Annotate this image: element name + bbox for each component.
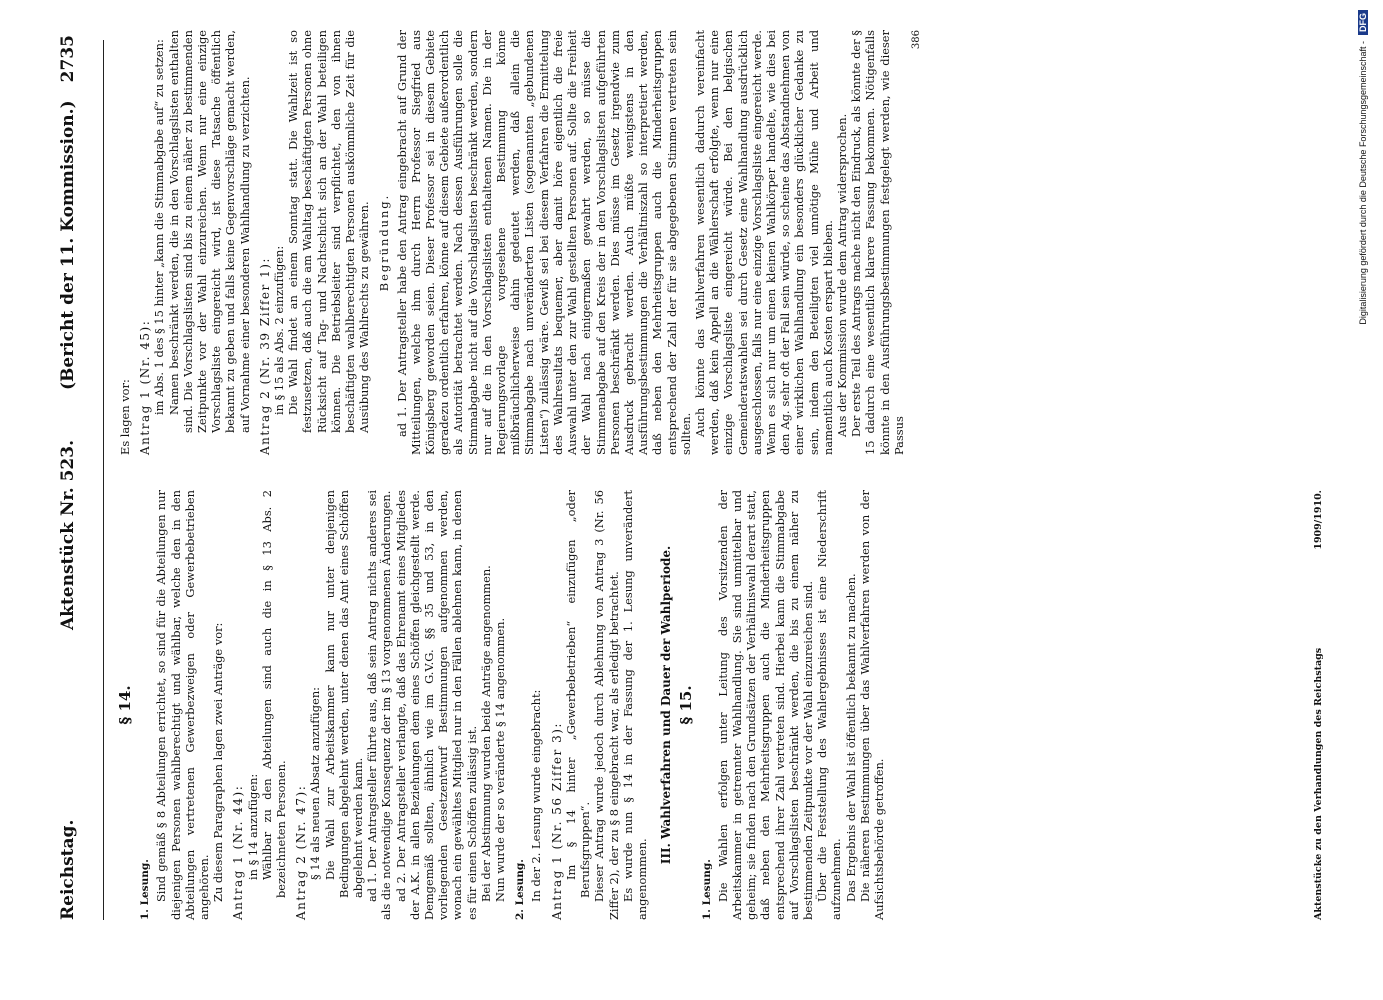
chapter-heading: III. Wahlverfahren und Dauer der Wahlperiode.	[659, 545, 674, 865]
begruendung-heading: Begründung.	[377, 193, 392, 292]
dfg-badge: DFG	[1358, 10, 1368, 35]
paragraph: Der erste Teil des Antrags mache nicht den Eindruck, als könnte der § 15 dadurch eine wesentlich klarere Fassung bekommen. Nötigenfalls könnte in den Ausführungsbestimmungen festgelegt werden, wie dieser Passus	[849, 30, 906, 455]
antrag-label: Antrag 1 (Nr. 45):	[138, 319, 153, 455]
paragraph: Aus der Kommission wurde dem Antrag widersprochen.	[834, 113, 849, 437]
antrag-label: Antrag 2 (Nr. 47):	[294, 784, 309, 920]
header-rule	[103, 40, 104, 920]
paragraph: Die Wahlen erfolgen unter Leitung des Vorsitzenden der Arbeitskammer in getrennter Wahlhandlung. Sie sind unmittelbar und geheim; sie finden nach den Grundsätzen der Verhältniswahl derart statt, daß neben den Mehrheitsgruppen auch die Minderheitsgruppen entsprechend ihrer Zahl vertreten sind. Hierbei kann die Stimmabgabe auf Vorschlagslisten beschränkt werden, die bis zu einem näher zu bestimmenden Zeitpunkte vor der Wahl einzureichen sind.	[715, 490, 815, 920]
paragraph: Sind gemäß § 8 Abteilungen errichtet, so sind für die Abteilungen nur diejenigen Personen wahlberechtigt und wählbar, welche den in den Abteilungen vertretenen Gewerbezweigen oder Gewerbebetrieben angehören.	[154, 490, 212, 920]
header-right	[58, 35, 98, 390]
paragraph: Nun wurde der so veränderte § 14 angenommen.	[493, 617, 508, 902]
antrag-label: Antrag 1 (Nr. 56 Ziffer 3):	[549, 722, 564, 920]
header-page-number: 2735	[58, 35, 78, 83]
paragraph: Die Wahl findet an einem Sonntag statt. Die Wahlzeit ist so festzusetzen, daß auch die am Wahltag beschäftigten Personen ohne Rücksicht auf Tag- und Nachtschicht sich an der Wahl beteiligen können. Die Betriebsleiter sind verpflichtet, den von ihnen beschäftigten wahlberechtigten Personen auskömmliche Zeit für die Ausübung des Wahlrechts zu gewähren.	[286, 30, 372, 433]
paragraph: Es wurde nun § 14 in der Fassung der 1. Lesung unverändert angenommen.	[620, 490, 649, 920]
footer-source: Aktenstücke zu den Verhandlungen des Reichstags	[1313, 647, 1324, 920]
header-document-number: Aktenstück Nr. 523.	[58, 440, 78, 631]
header-report-label: (Bericht der 11. Kommission.)	[58, 100, 78, 390]
header-left	[58, 440, 98, 920]
lesung-label: 1. Lesung.	[700, 859, 713, 920]
paragraph: Dieser Antrag wurde jedoch durch Ablehnung von Antrag 3 (Nr. 56 Ziffer 2), der zu § 8 eingebracht war, als erledigt betrachtet.	[592, 490, 621, 920]
paragraph: in § 15 als Abs. 2 einzufügen:	[272, 245, 287, 415]
paragraph: Bei der Abstimmung wurden beide Anträge angenommen.	[478, 565, 493, 902]
footer-session: 1909/1910.	[1313, 490, 1324, 550]
antrag-label: Antrag 2 (Nr. 39 Ziffer 1):	[257, 257, 272, 455]
paragraph: Namen beschränkt werden, die in den Vorschlagslisten enthalten sind. Die Vorschlagslisten sind bis zu einem näher zu bestimmenden Zeitpunkte vor der Wahl einzureichen. Wenn nur eine einzige Vorschlagsliste eingereicht wird, ist diese Tatsache öffentlich bekannt zu geben und falls keine Gegenvorschläge gemacht werden, auf Vornahme einer besonderen Wahlhandlung zu verzichten.	[166, 30, 252, 433]
paragraph: Auch könnte das Wahlverfahren wesentlich dadurch vereinfacht werden, daß kein Appell an die Wählerschaft erfolgte, wenn nur eine einzige Vorschlagsliste eingereicht würde. Bei den belgischen Gemeinderatswahlen sei durch Gesetz eine Wahlhandlung ausdrücklich ausgeschlossen, falls nur eine einzige Vorschlagsliste eingereicht werde. Wenn es sich nur um einen kleinen Wahlkörper handelte, wie dies bei den Ag. sehr oft der Fall sein würde, so scheine das Abstandnehmen von einer wirklichen Wahlhandlung ein besonders glücklicher Gedanke zu sein, indem den Beteiligten viel unnötige Mühe und Arbeit und namentlich auch Kosten erspart blieben.	[692, 30, 835, 455]
footer	[1313, 490, 1324, 920]
header-title: Reichstag.	[58, 819, 78, 920]
credit-text: Digitalisierung gefördert durch die Deutsche Forschungsgemeinschaft -	[1358, 41, 1368, 325]
paragraph: ad 2. Der Antragsteller verlangte, daß das Ehrenamt eines Mitgliedes der A.K. in allen Beziehungen dem eines Schöffen gleichgestellt werde. Demgemäß sollten, ähnlich wie im G.V.G. §§ 35 und 53, in den vorliegenden Gesetzentwurf Bestimmungen aufgenommen werden, wonach ein gewähltes Mitglied nur in den Fällen ablehnen kann, in denen es für einen Schöffen zulässig ist.	[393, 490, 479, 920]
paragraph: ad 1. Der Antragsteller habe den Antrag eingebracht auf Grund der Mitteilungen, welche ihm durch Herrn Professor Siegfried aus Königsberg geworden seien. Dieser Professor sei in diesem Gebiete geradezu ordentlich erfahren, könne auf diesem Gebiete außerordentlich als Autorität betrachtet werden. Nach dessen Ausführungen solle die Stimmabgabe nicht auf die Vorschlagslisten beschränkt werden, sondern nur auf die in den Vorschlagslisten enthaltenen Namen. Die in der Regierungsvorlage vorgesehene Bestimmung könne mißbräuchlicherweise dahin gedeutet werden, daß allein die Stimmabgabe nach unveränderten Listen (sogenannten „gebundenen Listen“) zulässig wäre. Gewiß sei bei diesem Verfahren die Ermittelung des Wahlresultats bequemer, aber damit höre eigentlich die freie Auswahl unter den zur Wahl gestellten Personen auf. Sollte die Freiheit der Wahl nach einigermaßen gewahrt werden, so müsse die Stimmenabgabe auf den Kreis der in den Vorschlagslisten aufgeführten Personen beschränkt werden. Dies müsse im Gesetz irgendwie zum Ausdruck gebracht werden. Auch müßte wenigstens in den Ausführungsbestimmungen die Verhältniszahl so interpretiert werden, daß neben den Mehrheitsgruppen auch die Minderheitsgruppen entsprechend der Zahl der für sie abgegebenen Stimmen vertreten sein sollten.	[394, 30, 693, 455]
paragraph: Über die Feststellung des Wahlergebnisses ist eine Niederschrift aufzunehmen.	[815, 490, 844, 920]
lesung-label: 1. Lesung.	[139, 859, 152, 920]
lesung-label: 2. Lesung.	[514, 859, 527, 920]
right-column	[118, 30, 924, 455]
left-column	[118, 490, 886, 920]
page-signature: 386	[910, 30, 922, 50]
paragraph: Das Ergebnis der Wahl ist öffentlich bekannt zu machen.	[843, 573, 858, 902]
digitization-credit	[1358, 10, 1368, 800]
paragraph: Zu diesem Paragraphen lagen zwei Anträge vor:	[211, 622, 226, 902]
section-heading: § 14.	[116, 685, 134, 725]
paragraph: Wählbar zu den Abteilungen sind auch die in § 13 Abs. 2 bezeichneten Personen.	[259, 490, 289, 898]
paragraph: im Abs. 1 des § 15 hinter „kann die Stimmabgabe auf“ zu setzen:	[152, 39, 167, 415]
paragraph: Die näheren Bestimmungen über das Wahlverfahren werden von der Aufsichtsbehörde getroffen.	[857, 490, 886, 920]
paragraph: § 14 als neuen Absatz anzufügen:	[308, 686, 323, 880]
paragraph: in § 14 anzufügen:	[245, 773, 260, 880]
paragraph: Im § 14 hinter „Gewerbebetrieben“ einzufügen „oder Berufsgruppen“.	[563, 490, 593, 898]
paragraph: Die Wahl zur Arbeitskammer kann nur unter denjenigen Bedingungen abgelehnt werden, unter denen das Amt eines Schöffen abgelehnt werden kann.	[322, 490, 366, 898]
paragraph: In der 2. Lesung wurde eingebracht:	[529, 689, 544, 902]
paragraph: Es lagen vor:	[118, 379, 132, 455]
paragraph: ad 1. Der Antragsteller führte aus, daß sein Antrag nichts anderes sei als die notwendige Konsequenz der im § 13 vorgenommenen Änderungen.	[365, 490, 394, 920]
antrag-label: Antrag 1 (Nr. 44):	[231, 784, 246, 920]
section-heading: § 15.	[677, 685, 696, 725]
